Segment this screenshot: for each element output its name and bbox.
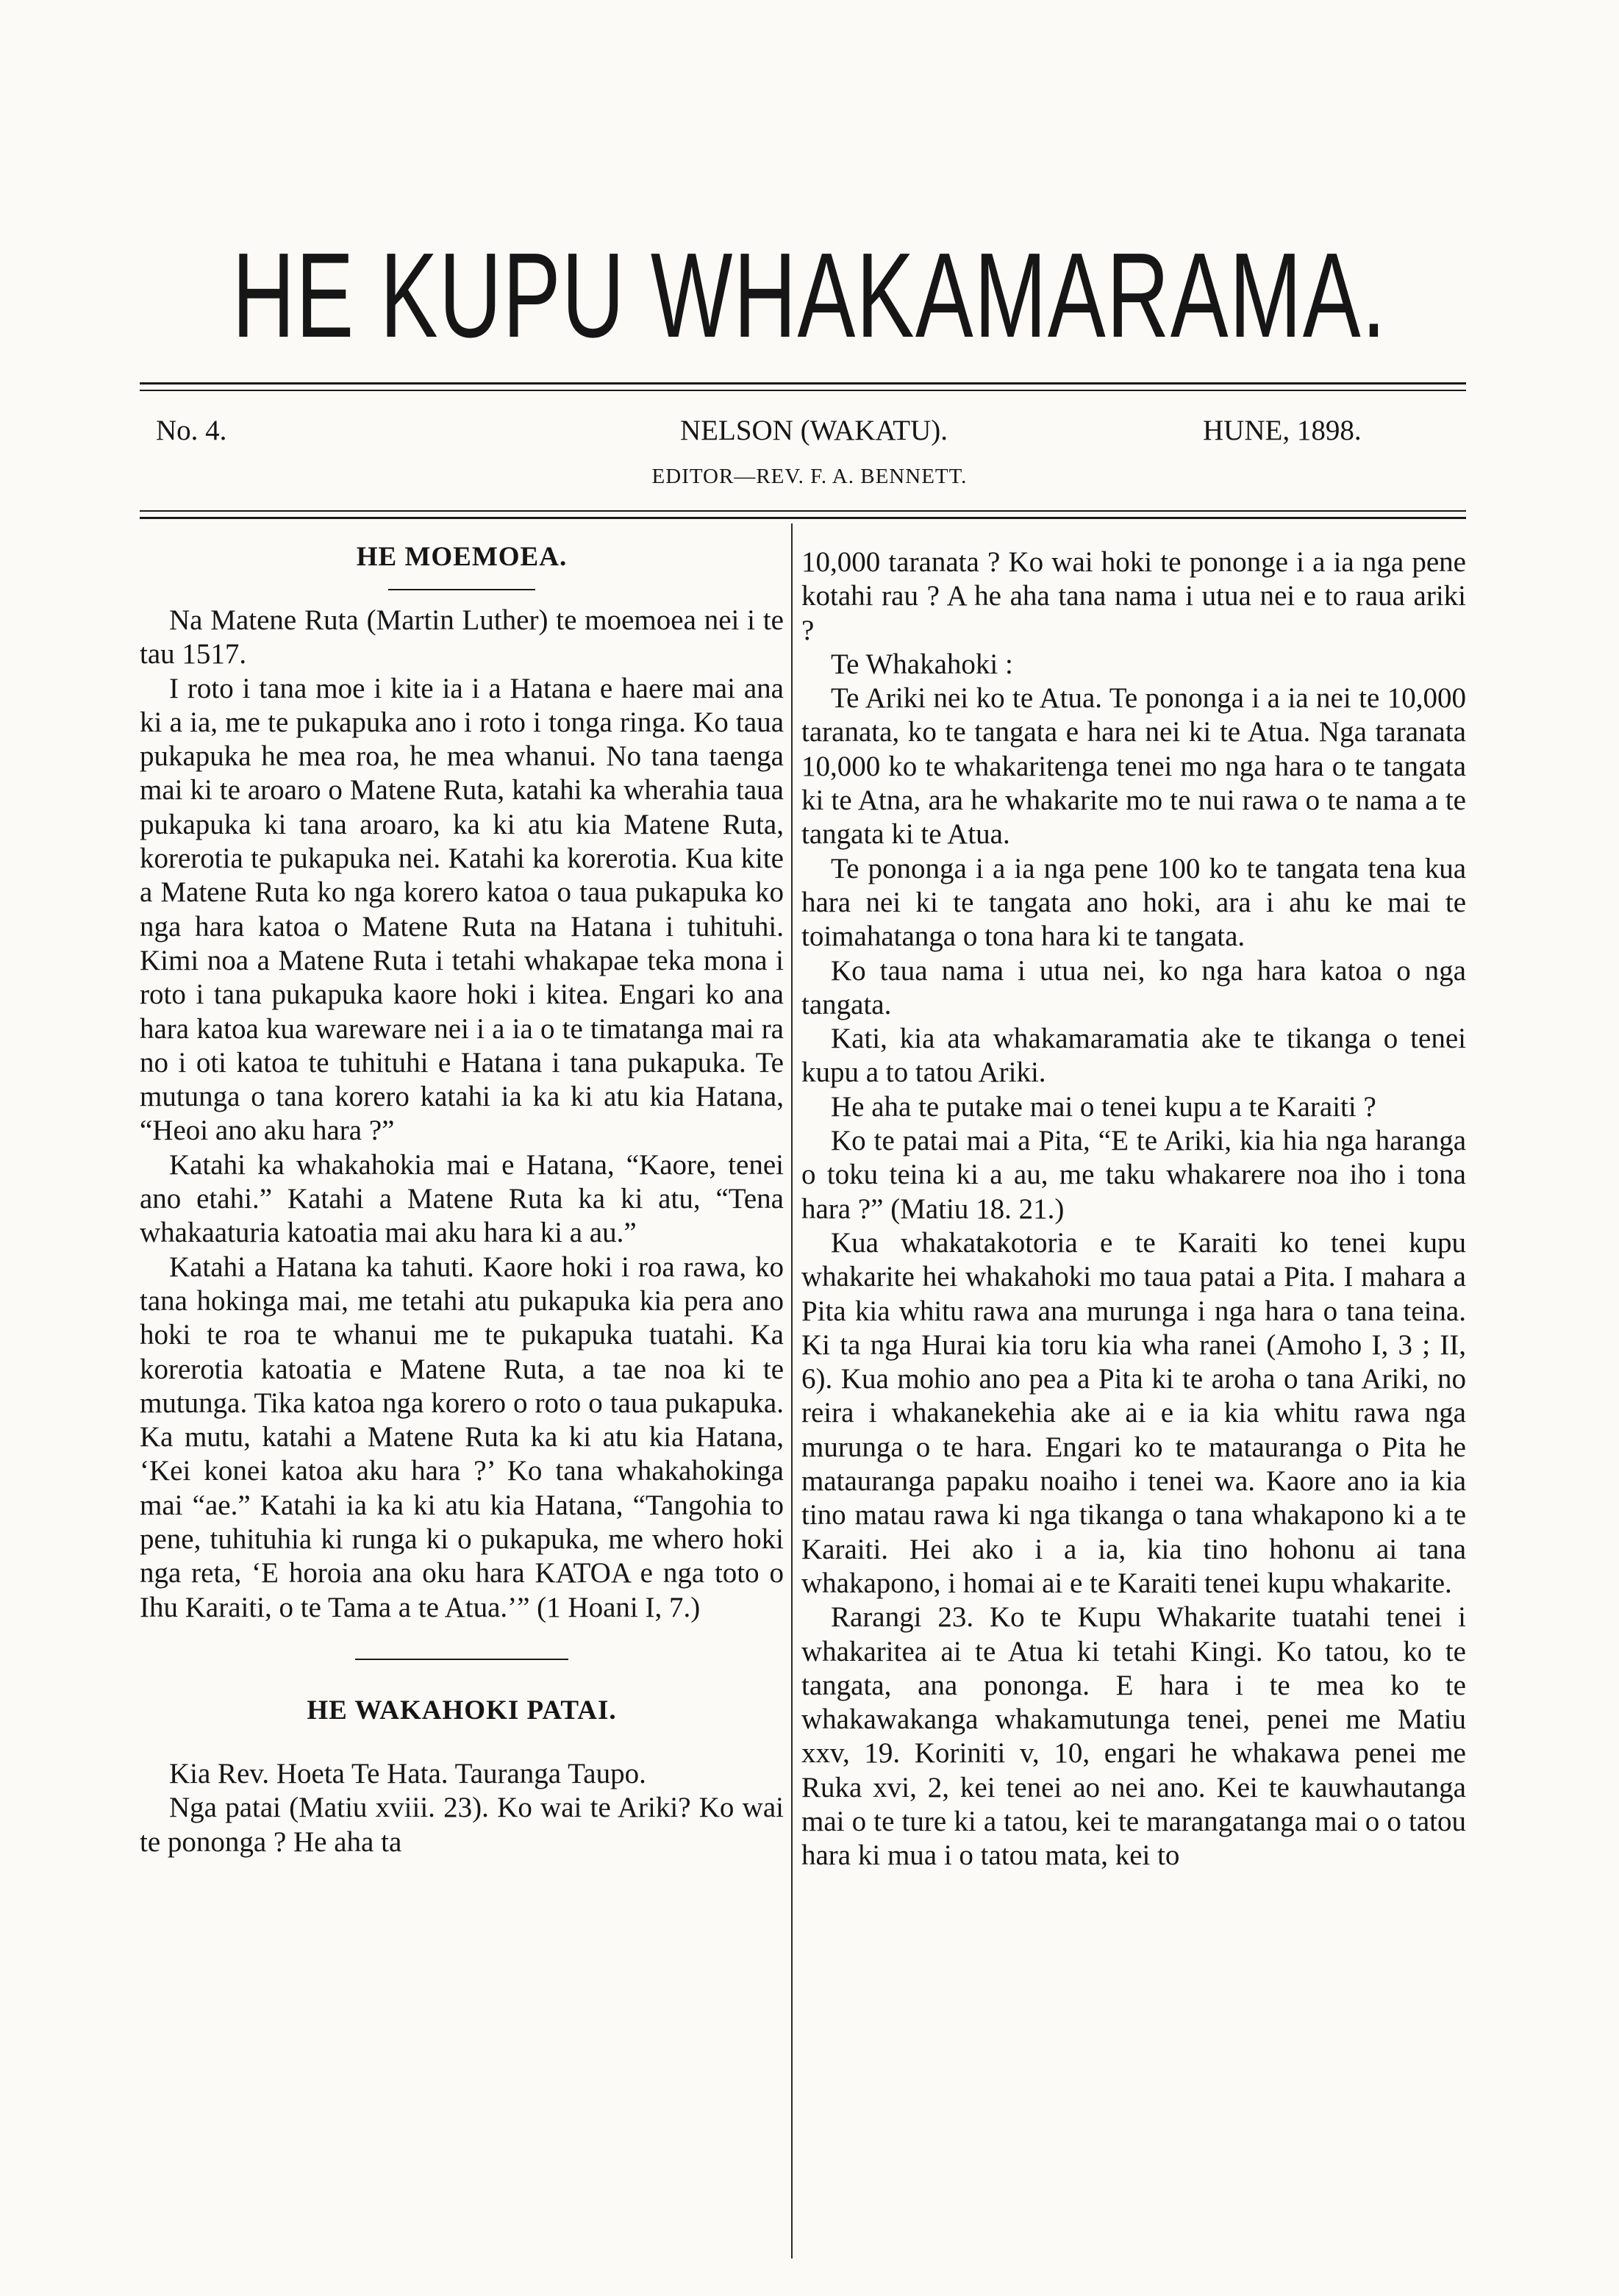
paragraph: He aha te putake mai o tenei kupu a te Karaiti ?: [831, 1090, 1376, 1123]
paragraph: I roto i tana moe i kite ia i a Hatana e haere mai ana ki a ia, me te pukapuka ano i roto i tonga ringa. Ko taua pukapuka he mea roa, he mea whanui. No tana taenga mai ki te aroaro o Matene Ruta, katahi ka wherahia taua pukapuka ki tana aroaro, ka ki atu kia Matene Ruta, korerotia te pukapuka nei. Katahi ka korerotia. Kua kite a Matene Ruta ko nga korero katoa o taua pukapuka ko nga hara katoa o Matene Ruta na Hatana i tuhituhi. Kimi noa a Matene Ruta i tetahi whakapae teka mona i roto i tana pukapuka kaore hoki i kitea. Engari ko ana hara katoa kua wareware nei i a ia o te timatanga mai ra no i oti katoa te tuhituhi e Hatana i tana pukapuka. Te mutunga o tana korero katahi ia ka ki atu kia Hatana, “Heoi ano aku hara ?”: [140, 672, 784, 1147]
paragraph: Ko taua nama i utua nei, ko nga hara katoa o nga tangata.: [801, 954, 1466, 1020]
paragraph: Kati, kia ata whakamaramatia ake te tikanga o tenei kupu a to tatou Ariki.: [801, 1023, 1466, 1089]
header-rule-bottom: [140, 517, 1466, 519]
issue-date: HUNE, 1898.: [1203, 415, 1362, 446]
paragraph: Te Ariki nei ko te Atua. Te pononga i a ia nei te 10,000 taranata, ko te tangata e hara nei ki te Atua. Nga taranata 10,000 ko te whakaritenga tenei mo nga hara o te tangata ki te Atna, ara he whakarite mo te nui rawa o te nama a te tangata ki te Atua.: [801, 682, 1466, 851]
masthead-rule-top: [140, 382, 1466, 385]
paragraph: Ko te patai mai a Pita, “E te Ariki, kia hia nga haranga o toku teina ki a au, me taku whakarere noa iho i tona hara ?” (Matiu 18. 21.): [801, 1125, 1466, 1225]
section-title-moemoea: HE MOEMOEA.: [356, 542, 568, 572]
place-name: NELSON (WAKATU).: [680, 415, 948, 446]
paragraph: Na Matene Ruta (Martin Luther) te moemoea nei i te tau 1517.: [140, 604, 784, 670]
section-title-wakahoki-patai: HE WAKAHOKI PATAI.: [307, 1695, 617, 1725]
paragraph: Katahi ka whakahokia mai e Hatana, “Kaore, tenei ano etahi.” Katahi a Matene Ruta ka ki atu, “Tena whakaaturia katoatia mai aku hara ki a au.”: [140, 1148, 784, 1249]
issue-number: No. 4.: [156, 415, 227, 446]
paragraph: Rarangi 23. Ko te Kupu Whakarite tuatahi tenei i whakaritea ai te Atua ki tetahi Kingi. Ko tatou, ko te tangata, ana pononga. E hara i te mea ko te whakawakanga whakamutunga tenei, penei me Matiu xxv, 19. Koriniti v, 10, engari he whakawa penei me Ruka xvi, 2, kei tenei ao nei ano. Kei te kauwhautanga mai o te ture ki a tatou, kei te marangatanga mai o o tatou hara ki mua i o tatou mata, kei to: [801, 1601, 1466, 1872]
section-rule: [388, 589, 535, 590]
paragraph: 10,000 taranata ? Ko wai hoki te pononge i a ia nga pene kotahi rau ? A he aha tana nama i utua nei e to raua ariki ?: [801, 546, 1466, 646]
section-divider: [355, 1659, 568, 1660]
column-divider: [791, 523, 793, 2259]
paragraph: Nga patai (Matiu xviii. 23). Ko wai te Ariki? Ko wai te pononga ? He aha ta: [140, 1792, 784, 1858]
masthead-rule-bottom: [140, 390, 1466, 391]
left-column: [140, 540, 784, 1859]
paragraph: Katahi a Hatana ka tahuti. Kaore hoki i roa rawa, ko tana hokinga mai, me tetahi atu pukapuka kia pera ano hoki te roa te whanui me te pukapuka tuatahi. Ka korerotia katoatia e Matene Ruta, a tae noa ki te mutunga. Tika katoa nga korero o roto o taua pukapuka. Ka mutu, katahi a Matene Ruta ka ki atu kia Hatana, ‘Kei konei katoa aku hara ?’ Ko tana whakahokinga mai “ae.” Katahi ia ka ki atu kia Hatana, “Tangohia to pene, tuhituhia ki runga ki o pukapuka, me whero hoki nga reta, ‘E horoia ana oku hara KATOA e nga toto o Ihu Karaiti, o te Tama a te Atua.’” (1 Hoani I, 7.): [140, 1251, 784, 1623]
paragraph: Kua whakatakotoria e te Karaiti ko tenei kupu whakarite hei whakahoki mo taua patai a Pita. I mahara a Pita kia whitu rawa ana murunga i nga hara o tana teina. Ki ta nga Hurai kia toru kia wha ranei (Amoho I, 3 ; II, 6). Kua mohio ano pea a Pita ki te aroha o tana Ariki, no reira i whakanekehia ake ai e ia kia whitu rawa nga murunga o te hara. Engari ko te matauranga o Pita he matauranga papaku noaiho i tenei wa. Kaore ano ia kia tino matau rawa ki nga tikanga o tana whakapono ki a te Karaiti. Hei ako i a ia, kia tino hohonu ai tana whakapono, i homai ai e te Karaiti tenei kupu whakarite.: [801, 1226, 1466, 1599]
paragraph: Te Whakahoki :: [831, 648, 1013, 680]
editor-line: EDITOR—REV. F. A. BENNETT.: [651, 465, 968, 488]
paragraph: Kia Rev. Hoeta Te Hata. Tauranga Taupo.: [169, 1757, 646, 1789]
masthead-title: HE KUPU WHAKAMARAMA.: [232, 228, 1387, 362]
right-column: [801, 546, 1466, 1873]
paragraph: Te pononga i a ia nga pene 100 ko te tangata tena kua hara nei ki te tangata ano hoki, ara i ahu ke mai te toimahatanga o tona hara ki te tangata.: [801, 852, 1466, 953]
header-rule-top: [140, 510, 1466, 512]
